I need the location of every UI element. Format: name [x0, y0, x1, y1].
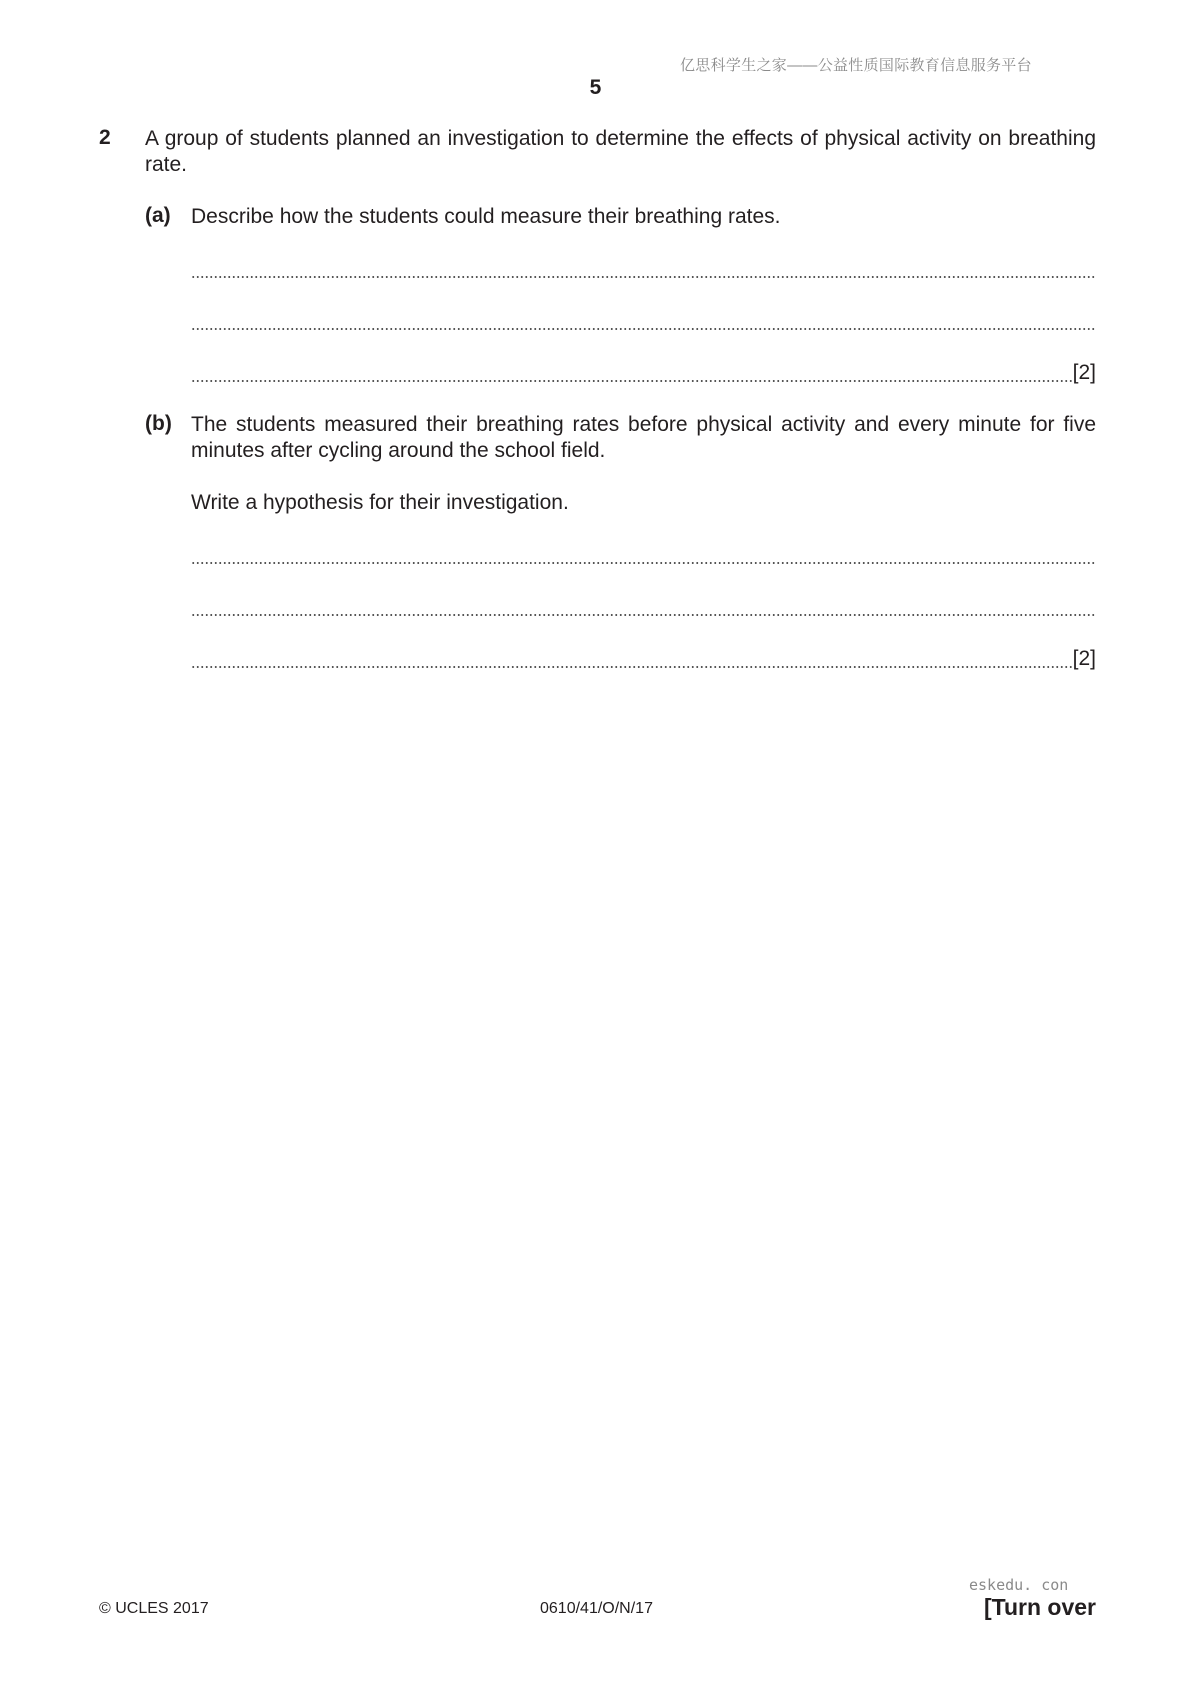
dotted-line [191, 276, 1096, 278]
turn-over: [Turn over [983, 1594, 1096, 1620]
part-b-label: (b) [145, 412, 172, 435]
paper-code: 0610/41/O/N/17 [540, 1600, 653, 1617]
part-a-answer-line-1[interactable] [191, 256, 1096, 282]
dotted-line [191, 666, 1072, 668]
part-b-text: The students measured their breathing rates before physical activity and every minute for five minutes after cycling around the school field. [191, 413, 1096, 462]
copyright: © UCLES 2017 [99, 1600, 209, 1617]
part-b-instruction: Write a hypothesis for their investigation. [191, 491, 569, 514]
part-b-marks: [2] [1072, 647, 1096, 670]
question-text: A group of students planned an investigation to determine the effects of physical activity on breathing rate. [145, 127, 1096, 176]
dotted-line [191, 562, 1096, 564]
part-a-answer-line-3[interactable] [191, 360, 1096, 386]
dotted-line [191, 328, 1096, 330]
header-watermark: 亿思科学生之家——公益性质国际教育信息服务平台 [680, 57, 1032, 74]
part-b-answer-line-3[interactable] [191, 646, 1096, 672]
part-a-label: (a) [145, 204, 171, 227]
page-number: 5 [589, 76, 602, 99]
part-a-text: Describe how the students could measure their breathing rates. [191, 205, 781, 228]
part-b-answer-line-2[interactable] [191, 594, 1096, 620]
question-number: 2 [99, 126, 111, 149]
part-b-answer-line-1[interactable] [191, 542, 1096, 568]
footer-watermark: eskedu. con [969, 1576, 1069, 1594]
dotted-line [191, 614, 1096, 616]
part-a-marks: [2] [1072, 361, 1096, 384]
part-a-answer-line-2[interactable] [191, 308, 1096, 334]
dotted-line [191, 380, 1072, 382]
